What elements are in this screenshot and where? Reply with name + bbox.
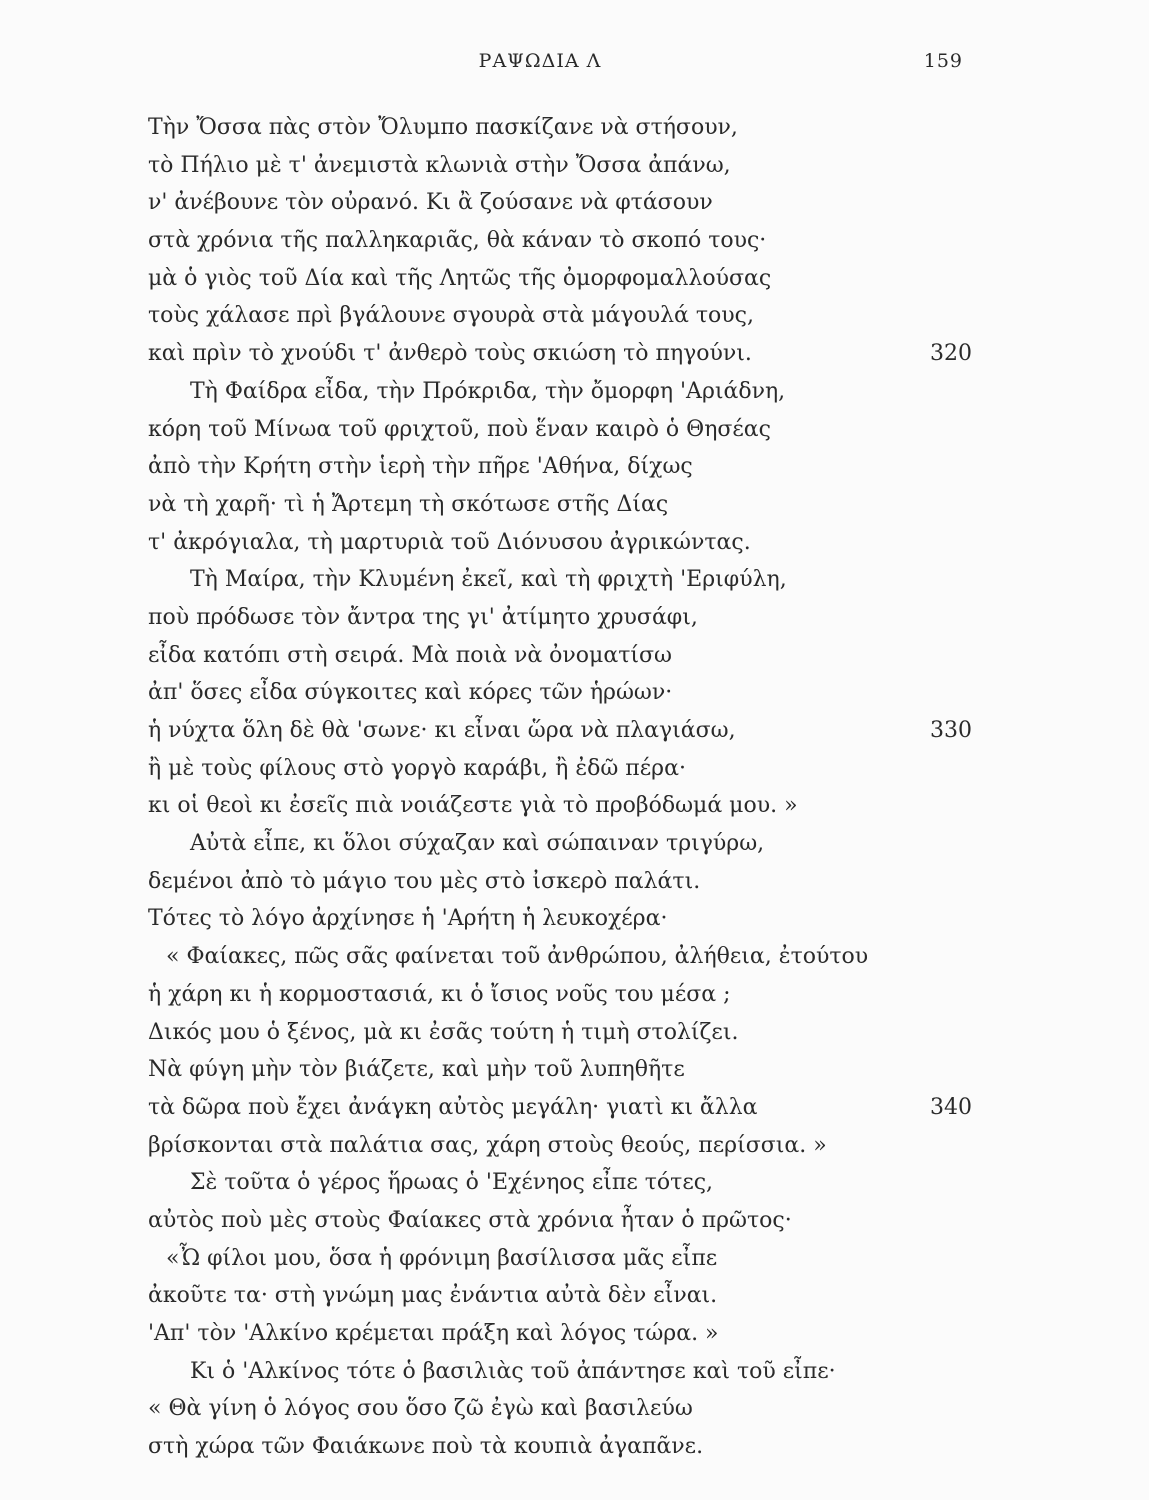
verse-line xyxy=(148,1014,1048,1052)
verse-line xyxy=(148,1164,1048,1202)
verse-line xyxy=(148,335,1048,373)
verse-line xyxy=(148,448,1048,486)
verse-line xyxy=(148,109,1048,147)
verse-text: Νὰ φύγη μὴν τὸν βιάζετε, καὶ μὴν τοῦ λυπηθῆτε xyxy=(148,1057,685,1083)
verse-text: στὴ χώρα τῶν Φαιάκωνε ποὺ τὰ κουπιὰ ἀγαπᾶνε. xyxy=(148,1434,704,1460)
verse-text: Δικός μου ὁ ξένος, μὰ κι ἐσᾶς τούτη ἡ τιμὴ στολίζει. xyxy=(148,1019,739,1045)
verse-line xyxy=(148,184,1048,222)
verse-text: τοὺς χάλασε πρὶ βγάλουνε σγουρὰ στὰ μάγουλά τους, xyxy=(148,303,754,329)
verse-text: βρίσκονται στὰ παλάτια σας, χάρη στοὺς θεούς, περίσσια. » xyxy=(148,1132,827,1158)
verse-text: τὸ Πήλιο μὲ τ' ἀνεμιστὰ κλωνιὰ στὴν Ὄσσα ἀπάνω, xyxy=(148,152,731,178)
verse-text: δεμένοι ἀπὸ τὸ μάγιο του μὲς στὸ ἰσκερὸ παλάτι. xyxy=(148,868,701,894)
verse-text: Τὴν Ὄσσα πὰς στὸν Ὄλυμπο πασκίζανε νὰ στήσουν, xyxy=(148,115,738,140)
verse-text: τ' ἀκρόγιαλα, τὴ μαρτυριὰ τοῦ Διόνυσου ἀγρικώντας. xyxy=(148,529,751,555)
verse-line xyxy=(148,599,1048,637)
verse-line xyxy=(148,787,1048,825)
verse-text: αὐτὸς ποὺ μὲς στοὺς Φαίακες στὰ χρόνια ἦταν ὁ πρῶτος· xyxy=(148,1207,792,1233)
verse-text: Τότες τὸ λόγο ἀρχίνησε ἡ 'Αρήτη ἡ λευκοχέρα· xyxy=(148,906,668,932)
verse-text: Τὴ Μαίρα, τὴν Κλυμένη ἐκεῖ, καὶ τὴ φριχτὴ 'Εριφύλη, xyxy=(190,567,787,593)
verse-text: « Θὰ γίνη ὁ λόγος σου ὅσο ζῶ ἐγὼ καὶ βασιλεύω xyxy=(148,1396,693,1422)
page-number: 159 xyxy=(923,50,963,72)
verse-line xyxy=(148,524,1048,562)
verse-line xyxy=(148,297,1048,335)
verse-text: ἢ μὲ τοὺς φίλους στὸ γοργὸ καράβι, ἢ ἐδῶ πέρα· xyxy=(148,755,686,781)
verse-text: ἀπὸ τὴν Κρήτη στὴν ἱερὴ τὴν πῆρε 'Αθήνα, δίχως xyxy=(148,454,693,480)
verse-line xyxy=(148,486,1048,524)
verse-line xyxy=(148,1202,1048,1240)
verse-text: ἀπ' ὅσες εἶδα σύγκοιτες καὶ κόρες τῶν ἡρώων· xyxy=(148,680,673,706)
verse-text: Σὲ τοῦτα ὁ γέρος ἥρωας ὁ 'Εχένηος εἶπε τότες, xyxy=(190,1170,714,1196)
verse-text: Κι ὁ 'Αλκίνος τότε ὁ βασιλιὰς τοῦ ἀπάντησε καὶ τοῦ εἶπε· xyxy=(190,1358,836,1384)
verse-text: Αὐτὰ εἶπε, κι ὅλοι σύχαζαν καὶ σώπαιναν τριγύρω, xyxy=(190,831,765,857)
verse-line xyxy=(148,976,1048,1014)
verse-line xyxy=(148,1390,1048,1428)
verse-text: εἶδα κατόπι στὴ σειρά. Μὰ ποιὰ νὰ ὀνοματίσω xyxy=(148,642,672,668)
verse-text: Τὴ Φαίδρα εἶδα, τὴν Πρόκριδα, τὴν ὄμορφη 'Αριάδνη, xyxy=(190,378,786,404)
verse-line xyxy=(148,1428,1048,1466)
verse-text: ν' ἀνέβουνε τὸν οὐρανό. Κι ἂ ζούσανε νὰ φτάσουν xyxy=(148,190,713,216)
verse-line xyxy=(148,147,1048,185)
verse-line xyxy=(148,1051,1048,1089)
line-number: 340 xyxy=(930,1094,972,1120)
verse-line xyxy=(148,863,1048,901)
verse-text: καὶ πρὶν τὸ χνούδι τ' ἀνθερὸ τοὺς σκιώση τὸ πηγούνι. xyxy=(148,341,752,367)
verse-line xyxy=(148,674,1048,712)
verse-line xyxy=(148,411,1048,449)
line-number: 320 xyxy=(930,341,972,367)
verse-line xyxy=(148,222,1048,260)
verse-text: κι οἱ θεοὶ κι ἐσεῖς πιὰ νοιάζεστε γιὰ τὸ προβόδωμά μου. » xyxy=(148,793,798,819)
verse-line xyxy=(148,1315,1048,1353)
page-title: ΡΑΨΩΔΙΑ Λ xyxy=(478,50,602,72)
verse-text: 'Απ' τὸν 'Αλκίνο κρέμεται πράξη καὶ λόγος τώρα. » xyxy=(148,1321,719,1346)
verse-text: νὰ τὴ χαρῆ· τὶ ἡ Ἄρτεμη τὴ σκότωσε στῆς Δίας xyxy=(148,491,669,517)
verse-line xyxy=(148,1089,1048,1127)
verse-line xyxy=(148,561,1048,599)
verse-text: « Φαίακες, πῶς σᾶς φαίνεται τοῦ ἀνθρώπου, ἀλήθεια, ἐτούτου xyxy=(166,944,869,970)
verse-line xyxy=(148,1277,1048,1315)
line-number: 330 xyxy=(930,718,972,743)
verse-line xyxy=(148,637,1048,675)
verse-line xyxy=(148,750,1048,788)
verse-line xyxy=(148,1127,1048,1165)
verse-text: τὰ δῶρα ποὺ ἔχει ἀνάγκη αὐτὸς μεγάλη· γιατὶ κι ἄλλα xyxy=(148,1094,758,1120)
running-head xyxy=(0,50,1149,80)
verse-line xyxy=(148,825,1048,863)
verse-text: στὰ χρόνια τῆς παλληκαριᾶς, θὰ κάναν τὸ σκοπό τους· xyxy=(148,228,767,254)
verse-line xyxy=(148,260,1048,298)
verse-line xyxy=(148,1353,1048,1391)
verse-line xyxy=(148,938,1048,976)
verse-text: ἡ νύχτα ὅλη δὲ θὰ 'σωνε· κι εἶναι ὥρα νὰ πλαγιάσω, xyxy=(148,718,736,743)
verse-line xyxy=(148,373,1048,411)
verse-line xyxy=(148,1240,1048,1278)
verse-text: μὰ ὁ γιὸς τοῦ Δία καὶ τῆς Λητῶς τῆς ὀμορφομαλλούσας xyxy=(148,265,772,291)
verse-text: ἀκοῦτε τα· στὴ γνώμη μας ἐνάντια αὐτὰ δὲν εἶναι. xyxy=(148,1283,718,1309)
verse-text: κόρη τοῦ Μίνωα τοῦ φριχτοῦ, ποὺ ἕναν καιρὸ ὁ Θησέας xyxy=(148,416,771,442)
verse-text: «Ὦ φίλοι μου, ὅσα ἡ φρόνιμη βασίλισσα μᾶς εἶπε xyxy=(166,1245,718,1271)
verse-block xyxy=(148,109,1048,1466)
verse-line xyxy=(148,900,1048,938)
verse-text: ποὺ πρόδωσε τὸν ἄντρα της γι' ἀτίμητο χρυσάφι, xyxy=(148,604,698,630)
verse-text: ἡ χάρη κι ἡ κορμοστασιά, κι ὁ ἴσιος νοῦς του μέσα ; xyxy=(148,981,731,1007)
verse-line xyxy=(148,712,1048,750)
